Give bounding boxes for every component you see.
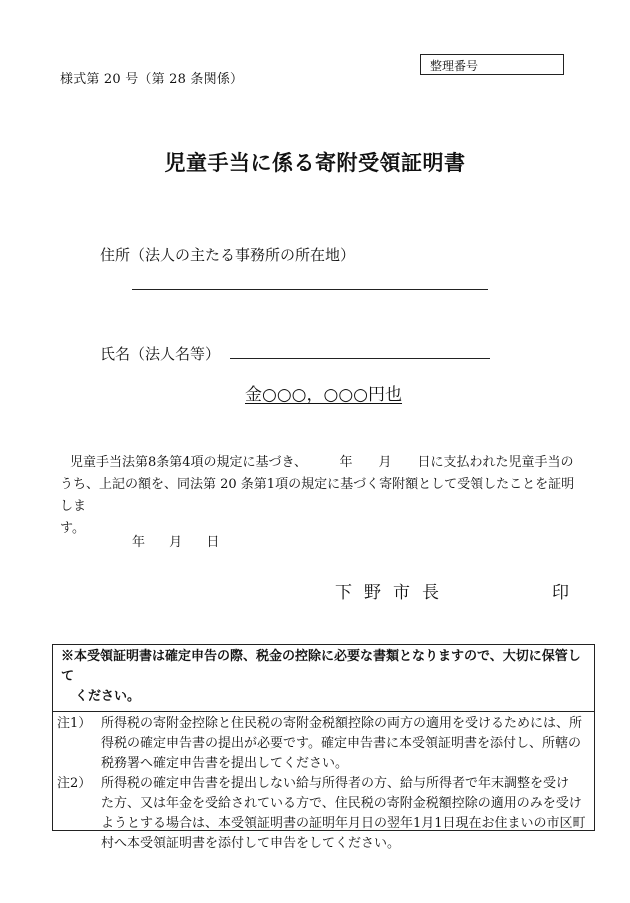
date-year: 年 bbox=[132, 535, 146, 550]
note-2-text bbox=[101, 774, 586, 854]
note-1-number: 注1） bbox=[57, 716, 92, 731]
name-underline bbox=[230, 358, 490, 359]
certification-text bbox=[60, 452, 580, 540]
notes-box bbox=[52, 644, 595, 851]
seiri-number-box bbox=[420, 54, 564, 75]
date-day: 日 bbox=[206, 535, 220, 550]
note-2-line-4: 村へ本受領証明書を添付して申告をしてください。 bbox=[101, 836, 401, 851]
document-title: 児童手当に係る寄附受領証明書 bbox=[164, 151, 466, 175]
amount-text: 金○○○，○○○円也 bbox=[245, 385, 403, 405]
notes-header-line-1: ※本受領証明書は確定申告の際、税金の控除に必要な書類となりますので、大切に保管して bbox=[61, 649, 581, 684]
date-month: 月 bbox=[169, 535, 183, 550]
notes-header bbox=[53, 645, 594, 712]
note-2-number: 注2） bbox=[57, 776, 92, 791]
address-underline bbox=[132, 289, 488, 290]
seal-mark: 印 bbox=[552, 583, 569, 603]
note-2-line-3: ようとする場合は、本受領証明書の証明年月日の翌年1月1日現在お住まいの市区町 bbox=[101, 816, 586, 831]
note-item-1 bbox=[53, 712, 594, 774]
note-1-text bbox=[101, 714, 586, 774]
notes-header-line-2: ください。 bbox=[75, 689, 141, 704]
mayor-title: 下野市長 bbox=[335, 583, 451, 603]
note-1-line-1: 所得税の寄附金控除と住民税の寄附金税額控除の両方の適用を受けるためには、所 bbox=[101, 716, 583, 731]
name-label: 氏名（法人名等） bbox=[100, 345, 221, 363]
certification-line-1-text: 児童手当法第8条第4項の規定に基づき、 年 月 日に支払われた児童手当の bbox=[70, 455, 574, 470]
certification-line-2: うち、上記の額を、同法第 20 条第1項の規定に基づく寄附額として受領したことを証明しま bbox=[60, 477, 575, 514]
issue-date bbox=[132, 531, 239, 550]
certification-line-1 bbox=[60, 452, 580, 474]
certification-line-3: す。 bbox=[60, 521, 85, 536]
note-1-line-2: 得税の確定申告書の提出が必要です。確定申告書に本受領証明書を添付し、所轄の bbox=[101, 736, 581, 751]
note-2-line-2: た方、又は年金を受給されている方で、住民税の寄附金税額控除の適用のみを受け bbox=[101, 796, 582, 811]
note-1-line-3: 税務署へ確定申告書を提出してください。 bbox=[101, 756, 349, 771]
seiri-number-label: 整理番号 bbox=[430, 59, 479, 73]
note-item-2 bbox=[53, 774, 594, 854]
form-number: 様式第 20 号（第 28 条関係） bbox=[60, 72, 244, 87]
address-label: 住所（法人の主たる事務所の所在地） bbox=[100, 246, 356, 264]
note-2-line-1: 所得税の確定申告書を提出しない給与所得者の方、給与所得者で年末調整を受け bbox=[101, 776, 570, 791]
